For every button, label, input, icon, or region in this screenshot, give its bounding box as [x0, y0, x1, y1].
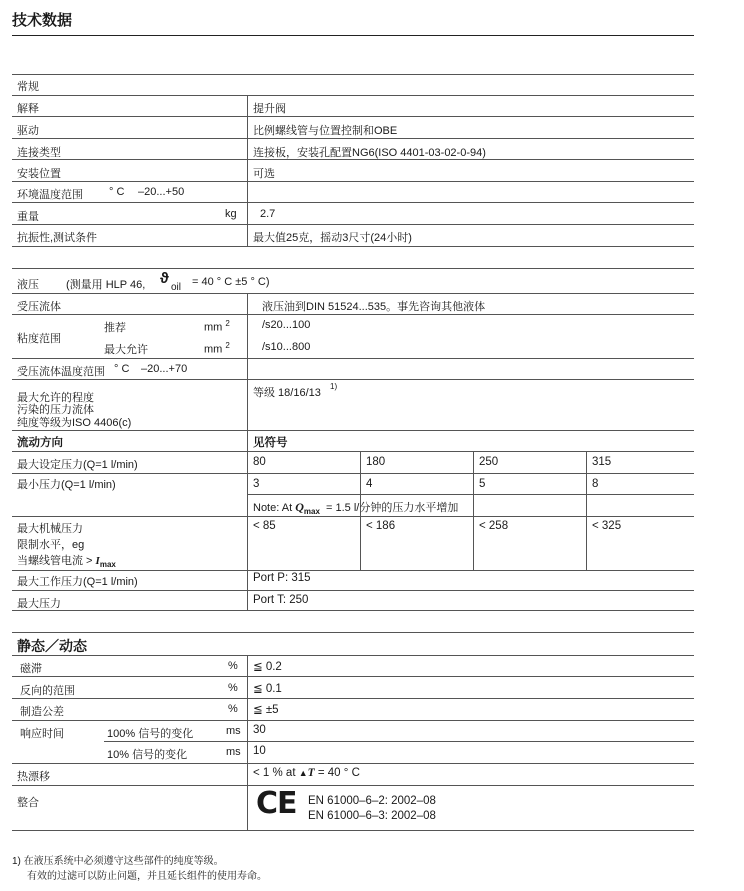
fluid-temp-label: 受压流体温度范围 [17, 366, 105, 378]
purity-value: 等级 18/16/13 [253, 387, 321, 399]
row-rule [12, 763, 694, 764]
fluid-temp-unit: ° C [114, 363, 130, 375]
max-working-pressure-value: Port P: 315 [253, 572, 311, 584]
response-10-unit: ms [226, 746, 241, 758]
mech-pressure-value: < 85 [253, 520, 276, 532]
row-value-vibration: 最大值25克，摇动3尺寸(24小时) [253, 232, 412, 244]
purity-footnote-ref: 1) [330, 382, 338, 391]
row-rule [12, 451, 694, 452]
row-rule [12, 785, 694, 786]
footnote-2: 有效的过滤可以防止问题，并且延长组件的使用寿命。 [27, 871, 267, 882]
viscosity-label: 粘度范围 [17, 333, 61, 345]
row-value-explanation: 提升阀 [253, 103, 286, 115]
hysteresis-value: ≦ 0.2 [253, 661, 282, 673]
hydraulic-top-rule [12, 268, 694, 269]
row-rule [12, 224, 694, 225]
viscosity-max-label: 最大允许 [104, 344, 148, 356]
fluid-temp-value: –20...+70 [141, 363, 188, 375]
hydraulic-heading: 液压 [17, 279, 39, 291]
viscosity-max-unit: mm $^2$ [204, 341, 230, 356]
tolerance-label: 制造公差 [20, 706, 64, 718]
fluid-label: 受压流体 [17, 301, 61, 313]
min-pressure-value: 5 [479, 478, 486, 490]
static-bottom-rule [12, 830, 694, 831]
hydraulic-note-prefix: (测量用 HLP 46, [66, 279, 146, 291]
mech-pressure-value: < 186 [366, 520, 396, 532]
row-rule [12, 314, 694, 315]
max-pressure-label: 最大压力 [17, 598, 61, 610]
general-heading-rule [12, 95, 694, 96]
reverse-range-value: ≦ 0.1 [253, 683, 282, 695]
page-title: 技术数据 [12, 12, 73, 29]
row-label-explanation: 解释 [17, 103, 39, 115]
response-100-value: 30 [253, 724, 266, 736]
row-rule [12, 676, 694, 677]
row-value-drive: 比例螺线管与位置控制和OBE [253, 125, 398, 137]
row-rule [104, 741, 694, 742]
row-label-drive: 驱动 [17, 125, 39, 137]
row-rule [12, 720, 694, 721]
thermal-drift-label: 热漂移 [17, 771, 50, 783]
ce-mark-logo: CE [256, 786, 297, 821]
max-set-pressure-value: 80 [253, 456, 266, 468]
title-rule [12, 35, 694, 36]
max-set-pressure-label: 最大设定压力(Q=1 l/min) [17, 459, 138, 471]
hysteresis-label: 磁滞 [20, 663, 42, 675]
response-10-label: 10% 信号的变化 [107, 749, 188, 761]
hydraulic-bottom-rule [12, 610, 694, 611]
row-value-ambient-temp: –20...+50 [138, 186, 185, 198]
en-standard-1: EN 61000–6–2: 2002–08 [308, 795, 436, 807]
max-pressure-value: Port T: 250 [253, 594, 309, 606]
min-pressure-label: 最小压力(Q=1 l/min) [17, 479, 116, 491]
static-heading-rule [12, 655, 694, 656]
row-unit-ambient-temp: ° C [109, 186, 125, 198]
theta-subscript: oil [171, 282, 182, 293]
pressure-col-divider-3 [586, 451, 587, 571]
general-top-rule [12, 74, 694, 75]
row-rule [248, 494, 694, 495]
hydraulic-note-suffix: = 40 ° C ±5 ° C) [192, 276, 270, 288]
row-value-mounting: 可选 [253, 168, 275, 180]
min-pressure-value: 3 [253, 478, 260, 490]
row-rule [12, 116, 694, 117]
row-label-weight: 重量 [17, 211, 39, 223]
row-rule [12, 358, 694, 359]
row-value-connection: 连接板，安装孔配置NG6(ISO 4401-03-02-0-94) [253, 147, 486, 159]
purity-label-1: 最大允许的程度 [17, 392, 94, 404]
max-set-pressure-value: 250 [479, 456, 499, 468]
viscosity-max-value: /s10...800 [262, 341, 311, 353]
flow-direction-value: 见符号 [253, 437, 288, 449]
row-rule [12, 202, 694, 203]
tolerance-unit: % [228, 703, 238, 715]
static-top-rule [12, 632, 694, 633]
row-rule [12, 159, 694, 160]
fluid-value: 液压油到DIN 51524...535。事先咨询其他液体 [262, 301, 486, 313]
conformity-label: 整合 [17, 797, 39, 809]
response-time-label: 响应时间 [20, 728, 64, 740]
mech-pressure-label-3: 当螺线管电流 > $I_{max}$ [17, 555, 116, 570]
response-100-unit: ms [226, 725, 241, 737]
purity-label-3: 纯度等级为ISO 4406(c) [17, 417, 132, 429]
row-rule [12, 473, 694, 474]
row-rule [12, 379, 694, 380]
viscosity-rec-unit: mm $^2$ [204, 319, 230, 334]
pressure-col-divider-2 [473, 451, 474, 571]
hydraulic-heading-rule [12, 293, 694, 294]
row-rule [12, 516, 694, 517]
row-label-mounting: 安装位置 [17, 168, 61, 180]
mech-pressure-value: < 258 [479, 520, 509, 532]
row-rule [12, 570, 694, 571]
max-working-pressure-label: 最大工作压力(Q=1 l/min) [17, 576, 138, 588]
qmax-note: Note: At $Q_{max} = 1.5$ l/分钟的压力水平增加 [253, 500, 459, 517]
row-unit-weight: kg [225, 208, 237, 220]
min-pressure-value: 8 [592, 478, 599, 490]
static-column-divider [247, 655, 248, 831]
tolerance-value: ≦ ±5 [253, 704, 279, 716]
row-rule [12, 590, 694, 591]
viscosity-recommended-label: 推荐 [104, 322, 126, 334]
thermal-drift-value: < 1 % at ▲T = 40 ° C [253, 767, 360, 779]
mech-pressure-value: < 325 [592, 520, 622, 532]
row-label-connection: 连接类型 [17, 147, 61, 159]
reverse-range-label: 反向的范围 [20, 685, 75, 697]
row-value-weight: 2.7 [260, 208, 276, 220]
static-dynamic-heading: 静态／动态 [17, 638, 87, 654]
max-set-pressure-value: 180 [366, 456, 386, 468]
flow-direction-label: 流动方向 [17, 437, 63, 449]
footnote-1: 1) 在液压系统中必须遵守这些部件的纯度等级。 [12, 856, 224, 867]
purity-label-2: 污染的压力流体 [17, 404, 94, 416]
row-rule [12, 698, 694, 699]
row-rule [12, 181, 694, 182]
row-rule [12, 430, 694, 431]
response-100-label: 100% 信号的变化 [107, 728, 194, 740]
hysteresis-unit: % [228, 660, 238, 672]
general-bottom-rule [12, 246, 694, 247]
max-set-pressure-value: 315 [592, 456, 612, 468]
en-standard-2: EN 61000–6–3: 2002–08 [308, 810, 436, 822]
response-10-value: 10 [253, 745, 266, 757]
row-label-ambient-temp: 环境温度范围 [17, 189, 83, 201]
mech-pressure-label-2: 限制水平，eg [17, 539, 85, 551]
row-label-vibration: 抗振性,测试条件 [17, 232, 98, 244]
viscosity-rec-value: /s20...100 [262, 319, 311, 331]
general-heading: 常规 [17, 81, 39, 93]
reverse-range-unit: % [228, 682, 238, 694]
theta-symbol: ϑ [160, 270, 169, 287]
mech-pressure-label-1: 最大机械压力 [17, 523, 83, 535]
row-rule [12, 138, 694, 139]
min-pressure-value: 4 [366, 478, 373, 490]
